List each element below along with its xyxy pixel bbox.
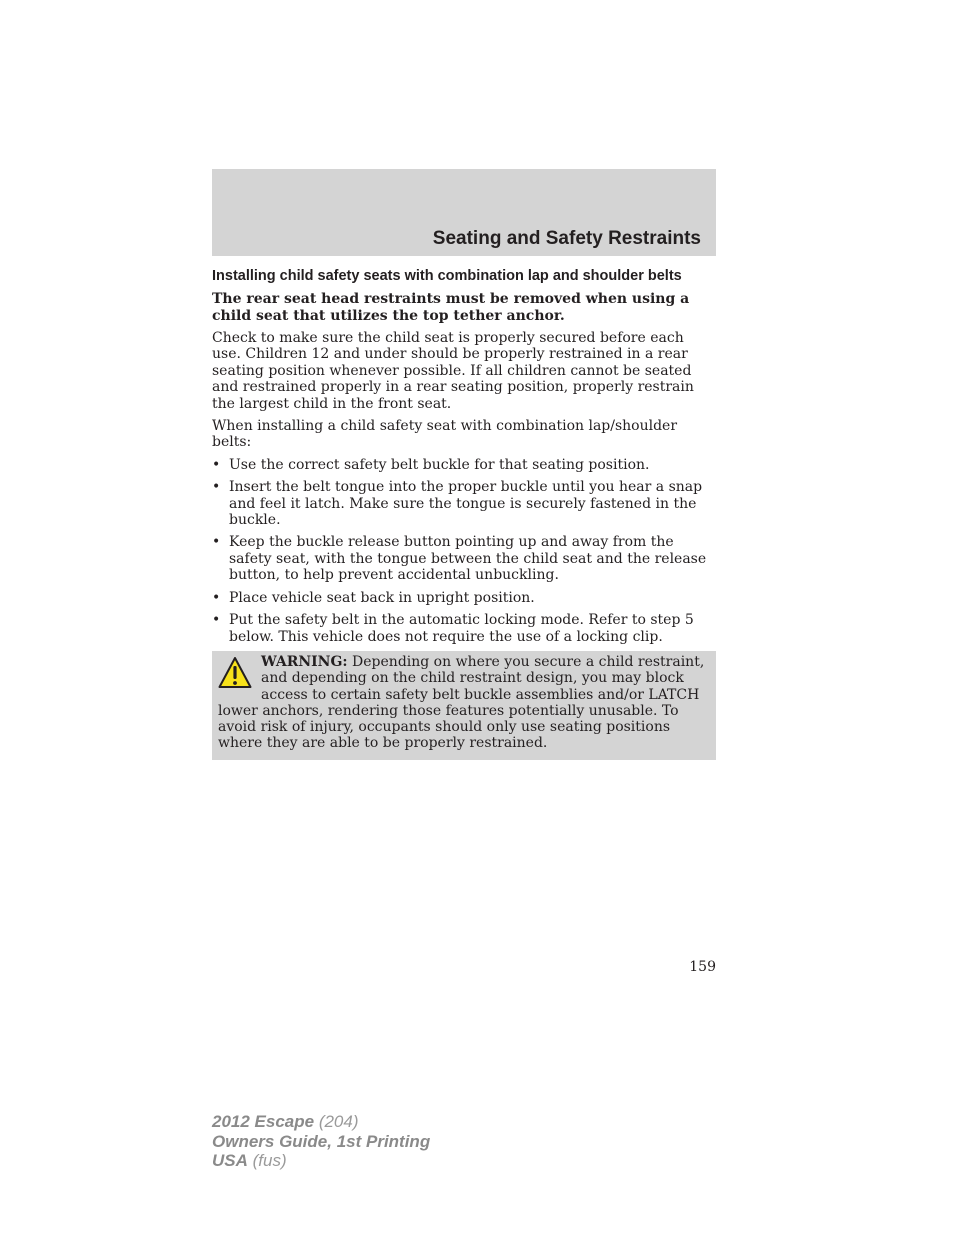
- list-item: [212, 479, 716, 528]
- bullet-glyph: •: [212, 456, 221, 473]
- bullet-glyph: •: [212, 534, 221, 551]
- paragraph-installing-intro: When installing a child safety seat with combination lap/shoulder belts:: [212, 418, 678, 451]
- list-item-text: Put the safety belt in the automatic locking mode. Refer to step 5 below. This vehicle does not require the use of a locking clip.: [229, 612, 694, 645]
- section-header-band: [212, 169, 716, 256]
- warning-box: [212, 651, 716, 760]
- footer-line-model: [212, 1112, 430, 1132]
- page-content: [212, 268, 716, 760]
- paragraph-child-seat-check: Check to make sure the child seat is properly secured before each use. Children 12 and under should be properly restrained in a rear seating position whenever possible. If all children cannot be seated and restrained properly in a rear seating position, properly restrain the largest child in the front seat.: [212, 330, 694, 412]
- page-number: 159: [689, 959, 716, 975]
- footer-model: 2012 Escape: [212, 1112, 315, 1131]
- list-item: [212, 590, 716, 606]
- footer-market-code: (fus): [247, 1151, 287, 1170]
- footer-line-market: [212, 1151, 430, 1171]
- bullet-glyph: •: [212, 612, 221, 629]
- list-item-text: Use the correct safety belt buckle for that seating position.: [229, 456, 650, 473]
- list-item-text: Insert the belt tongue into the proper buckle until you hear a snap and feel it latch. Make sure the tongue is securely fastened in the buckle.: [229, 479, 703, 529]
- list-item: [212, 612, 716, 645]
- list-item-text: Place vehicle seat back in upright position.: [229, 589, 535, 606]
- warning-label: WARNING:: [261, 653, 348, 670]
- instruction-list: [212, 457, 716, 645]
- footer-line-printing: Owners Guide, 1st Printing: [212, 1131, 431, 1151]
- subheading: Installing child safety seats with combination lap and shoulder belts: [212, 268, 682, 284]
- list-item-text: Keep the buckle release button pointing up and away from the safety seat, with the tongue between the child seat and the release button, to help prevent accidental unbuckling.: [229, 534, 707, 584]
- list-item: [212, 534, 716, 583]
- bold-notice: The rear seat head restraints must be removed when using a child seat that utilizes the top tether anchor.: [212, 291, 690, 324]
- warning-triangle-icon: [218, 656, 252, 690]
- bullet-glyph: •: [212, 589, 221, 606]
- warning-text: Depending on where you secure a child restraint, and depending on the child restraint design, you may block access to certain safety belt buckle assemblies and/or LATCH lower anchors, rendering those features potentially unusable. To avoid risk of injury, occupants should only use seating positions where they are able to be properly restrained.: [218, 653, 705, 752]
- footer-edition-info: [212, 1112, 430, 1171]
- footer-model-code: (204): [314, 1112, 359, 1131]
- section-title: Seating and Safety Restraints: [432, 228, 701, 249]
- footer-market: USA: [212, 1151, 248, 1170]
- bullet-glyph: •: [212, 479, 221, 496]
- list-item: [212, 457, 716, 473]
